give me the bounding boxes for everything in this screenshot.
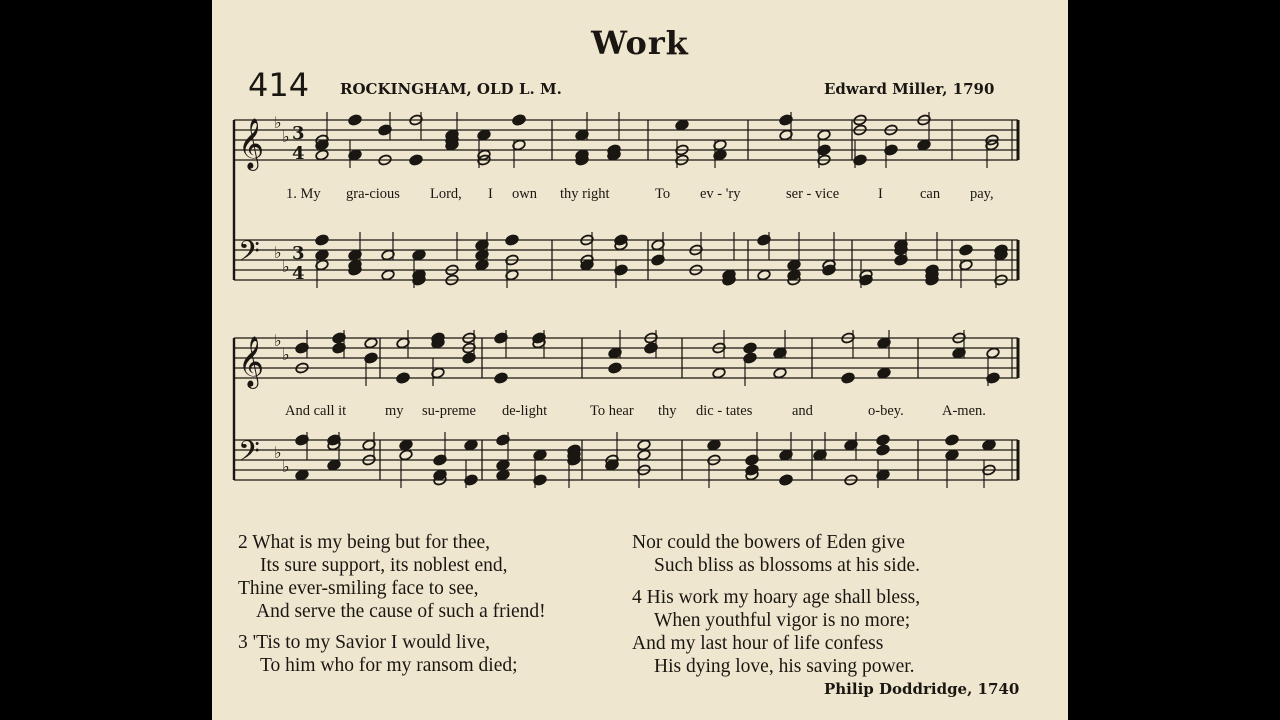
treble-clef-icon: 𝄞 xyxy=(238,336,265,387)
lyric-syllable: I xyxy=(878,186,883,202)
note-head xyxy=(787,259,801,271)
lyricist: Philip Doddridge, 1740 xyxy=(824,680,1020,698)
treble-clef-icon: 𝄞 xyxy=(238,118,265,169)
lyric-syllable: 1. My xyxy=(286,186,321,202)
note-head xyxy=(876,434,890,446)
note-head xyxy=(986,347,1000,359)
note-head xyxy=(327,459,341,471)
note-head xyxy=(533,449,547,461)
note-head xyxy=(505,234,519,246)
note-head xyxy=(917,139,931,151)
lyric-syllable: I xyxy=(488,186,493,202)
note-head xyxy=(295,469,309,481)
note-head xyxy=(982,439,996,451)
verse-line: Its sure support, its noblest end, xyxy=(260,555,508,576)
flat-sign: ♭ xyxy=(282,345,290,364)
verse-line: 3 'Tis to my Savior I would live, xyxy=(238,632,490,653)
section-title: Work xyxy=(591,24,689,62)
lyric-syllable: And call it xyxy=(285,403,347,419)
note-head xyxy=(707,439,721,451)
lyric-syllable: de-light xyxy=(502,403,548,419)
lyric-syllable: can xyxy=(920,186,941,202)
verse-line: Such bliss as blossoms at his side. xyxy=(654,555,920,576)
tune-name: ROCKINGHAM, OLD xyxy=(340,80,514,98)
note-head xyxy=(477,129,491,141)
note-head xyxy=(399,439,413,451)
note-head xyxy=(817,129,831,141)
lyric-syllable: gra-cious xyxy=(346,186,400,202)
note-head xyxy=(712,367,726,379)
note-head xyxy=(512,114,526,126)
lyric-syllable: ser - vice xyxy=(786,186,840,202)
lyric-syllable: ev - 'ry xyxy=(700,186,741,202)
note-head xyxy=(315,234,329,246)
note-head xyxy=(496,469,510,481)
flat-sign: ♭ xyxy=(274,113,282,132)
note-head xyxy=(877,367,891,379)
verse-line: To him who for my ransom died; xyxy=(260,655,518,676)
lyric-syllable: thy xyxy=(658,403,677,419)
note-head xyxy=(675,119,689,131)
time-signature: 4 xyxy=(292,143,305,164)
note-head xyxy=(396,372,410,384)
flat-sign: ♭ xyxy=(274,443,282,462)
lyric-syllable: and xyxy=(792,403,813,419)
note-head xyxy=(959,244,973,256)
verse-line: And serve the cause of such a friend! xyxy=(256,601,546,622)
note-head xyxy=(945,449,959,461)
lyric-syllable: o-bey. xyxy=(868,403,904,419)
lyric-syllable: dic - tates xyxy=(696,403,753,419)
note-head xyxy=(876,444,890,456)
verse-line: When youthful vigor is no more; xyxy=(654,610,911,631)
lyric-syllable: Lord, xyxy=(430,186,462,202)
note-head xyxy=(399,449,413,461)
lyric-syllable: To xyxy=(655,186,671,202)
note-head xyxy=(773,367,787,379)
time-signature: 3 xyxy=(292,243,305,264)
flat-sign: ♭ xyxy=(274,243,282,262)
note-head xyxy=(637,449,651,461)
note-head xyxy=(381,269,395,281)
verse-line: 2 What is my being but for thee, xyxy=(238,532,491,553)
flat-sign: ♭ xyxy=(282,127,290,146)
note-head xyxy=(315,249,329,261)
lyric-syllable: To hear xyxy=(590,403,634,419)
lyric-syllable: pay, xyxy=(970,186,994,202)
note-head xyxy=(779,474,793,486)
bass-clef-icon: 𝄢 xyxy=(238,435,260,475)
hymn-number: 414 xyxy=(248,66,310,104)
lyric-syllable: thy right xyxy=(560,186,610,202)
note-head xyxy=(348,114,362,126)
lyric-syllable: my xyxy=(385,403,404,419)
note-head xyxy=(841,372,855,384)
note-head xyxy=(637,439,651,451)
note-head xyxy=(412,249,426,261)
flat-sign: ♭ xyxy=(274,331,282,350)
note-head xyxy=(409,154,423,166)
note-head xyxy=(743,342,757,354)
note-head xyxy=(608,362,622,374)
note-head xyxy=(496,459,510,471)
meter: L. M. xyxy=(519,80,562,98)
verse-line: 4 His work my hoary age shall bless, xyxy=(632,587,921,608)
hymnal-page xyxy=(212,0,1068,720)
lyric-syllable: A-men. xyxy=(942,403,986,419)
time-signature: 4 xyxy=(292,263,305,284)
composer: Edward Miller, 1790 xyxy=(824,80,995,98)
note-head xyxy=(945,434,959,446)
verse-line: And my last hour of life confess xyxy=(632,633,884,654)
verse-line: Thine ever-smiling face to see, xyxy=(238,578,479,599)
verse-line: His dying love, his saving power. xyxy=(654,656,915,677)
verse-line: Nor could the bowers of Eden give xyxy=(632,532,905,553)
note-head xyxy=(757,269,771,281)
flat-sign: ♭ xyxy=(282,257,290,276)
flat-sign: ♭ xyxy=(282,457,290,476)
note-head xyxy=(315,149,329,161)
note-head xyxy=(464,439,478,451)
note-head xyxy=(475,259,489,271)
bass-clef-icon: 𝄢 xyxy=(238,235,260,275)
lyric-syllable: su-preme xyxy=(422,403,476,419)
note-head xyxy=(364,337,378,349)
lyric-syllable: own xyxy=(512,186,537,202)
note-head xyxy=(494,372,508,384)
time-signature: 3 xyxy=(292,123,305,144)
